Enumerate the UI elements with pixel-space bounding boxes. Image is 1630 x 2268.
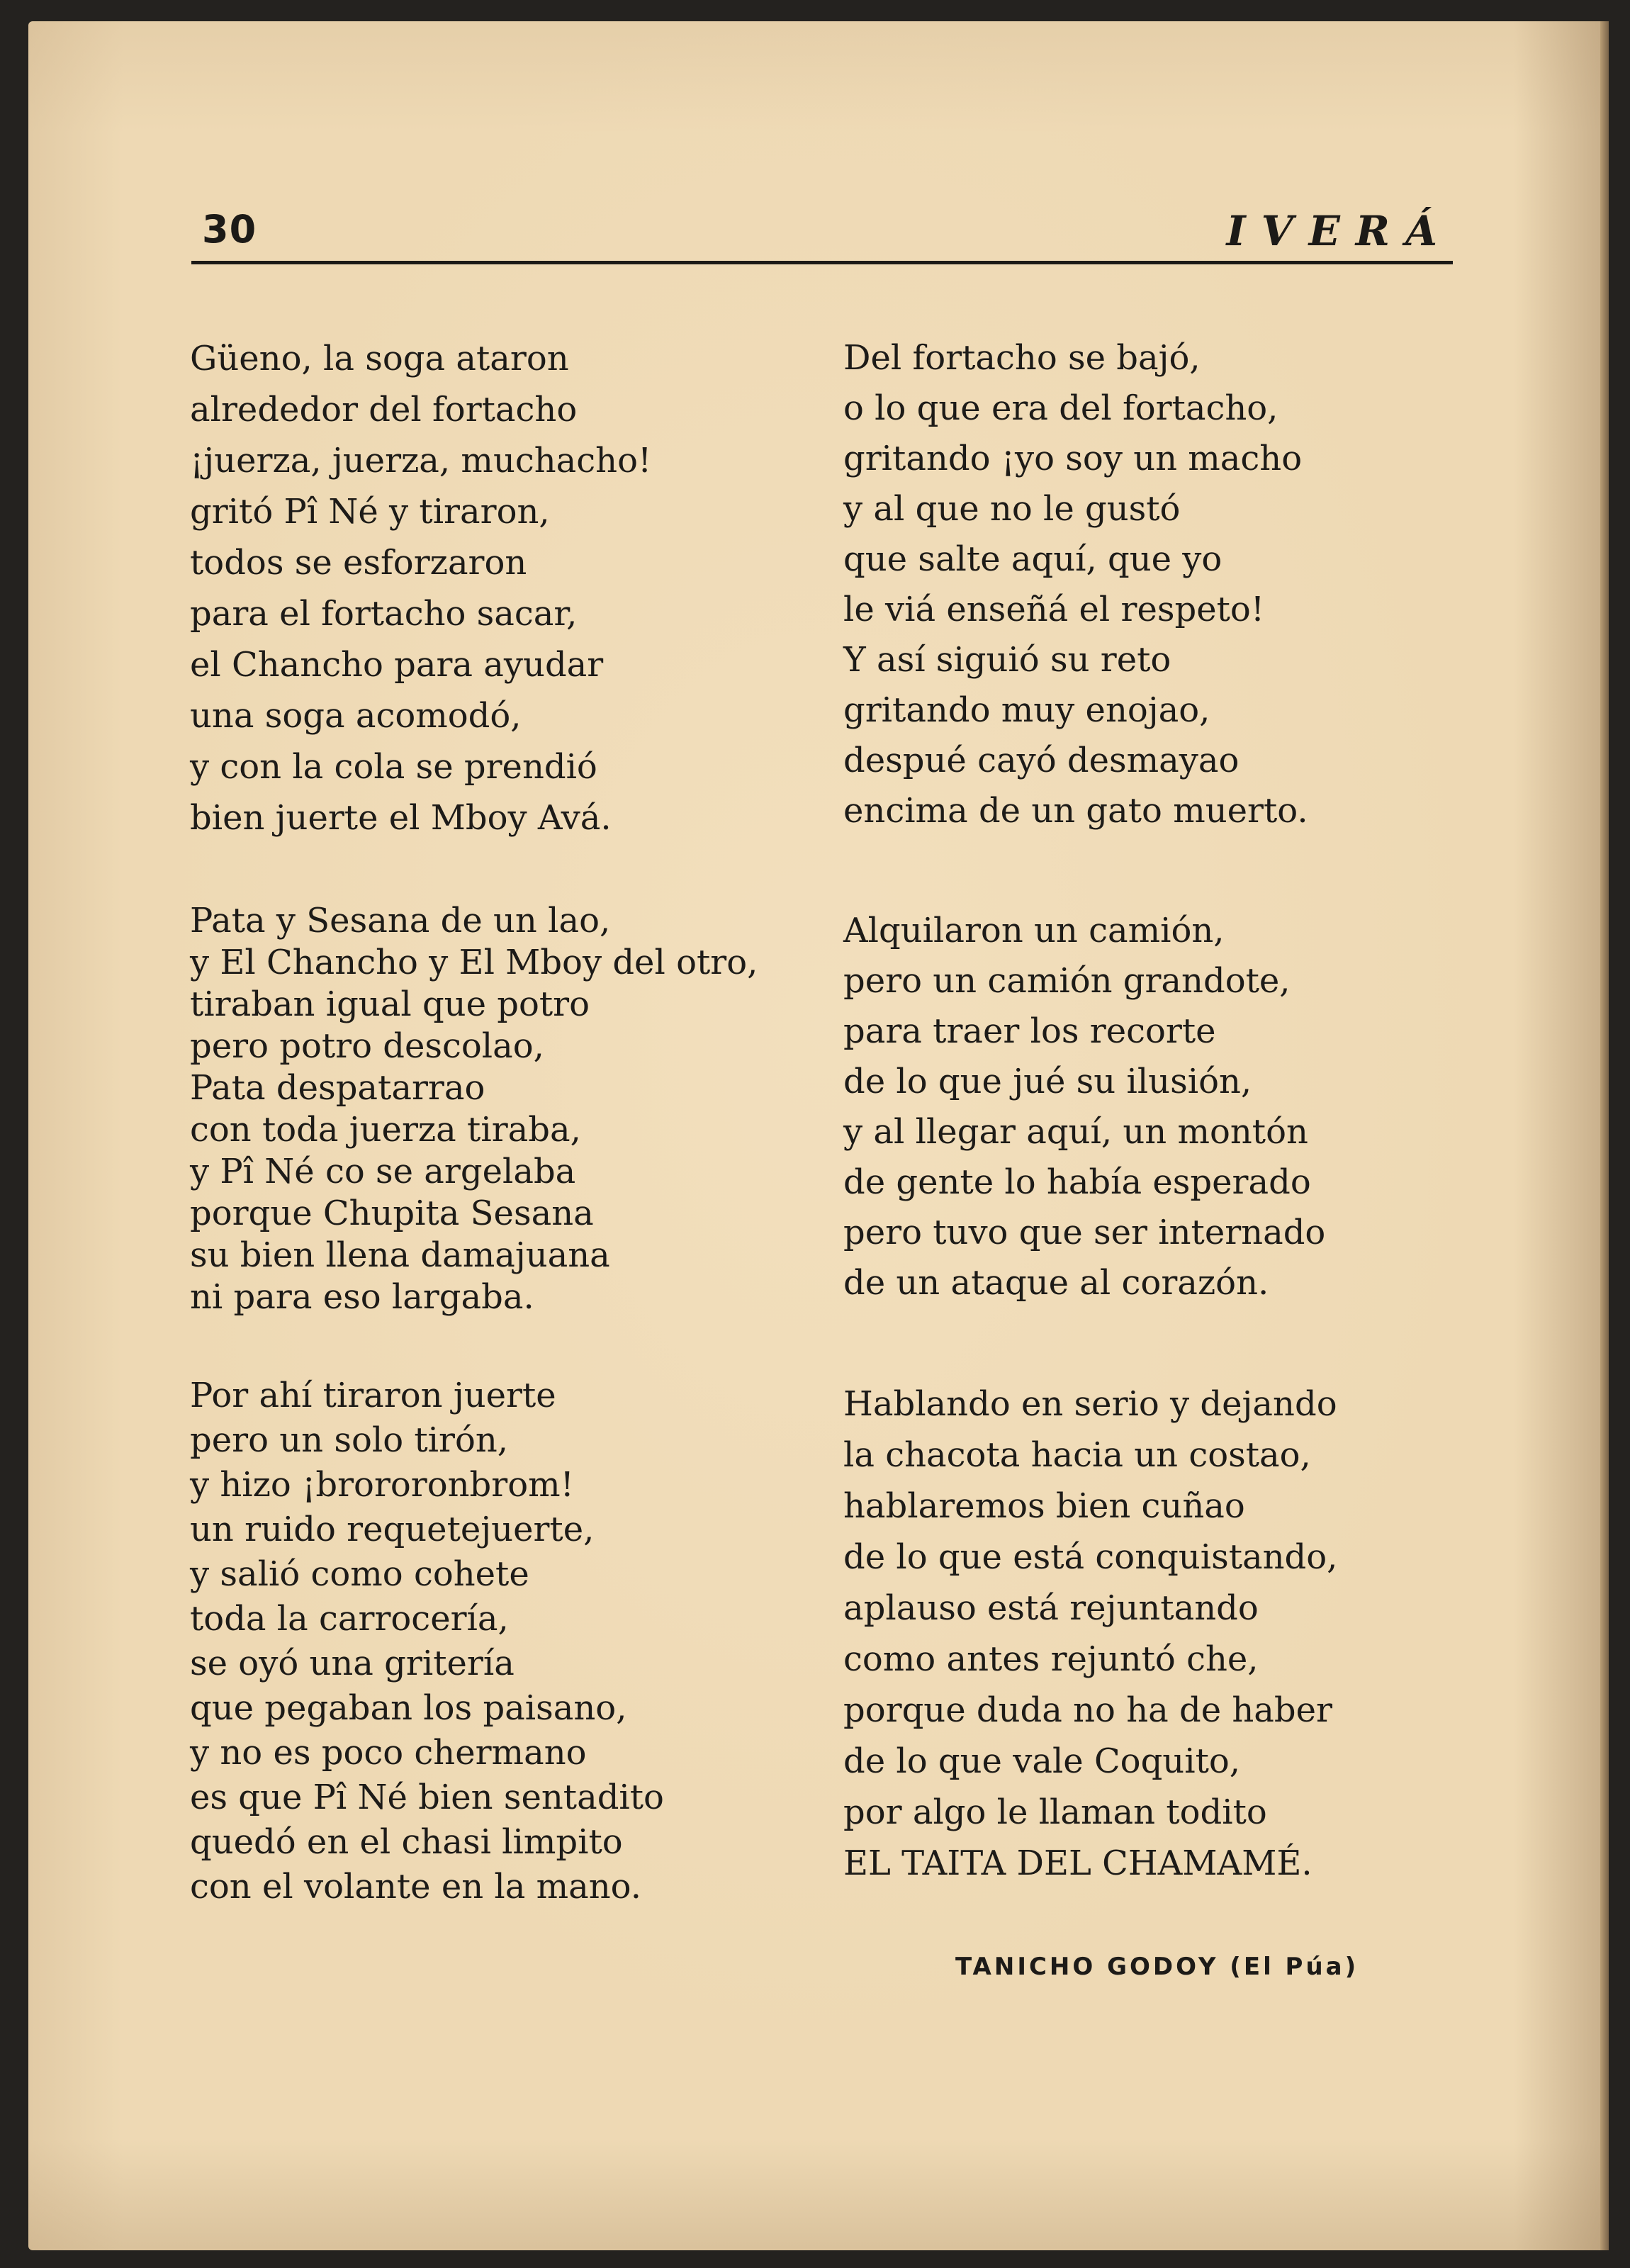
page-edge [1600,21,1609,2250]
verse-line: toda la carrocería, [190,1599,509,1639]
verse-line: Por ahí tiraron juerte [190,1376,556,1415]
verse-line: y Pî Né co se argelaba [190,1152,576,1191]
verse-line: bien juerte el Mboy Avá. [190,798,612,838]
verse-line: de lo que jué su ilusión, [843,1062,1252,1101]
stanza-left-3 [190,1374,664,1909]
verse-line: gritó Pî Né y tiraron, [190,492,550,532]
verse-line: y no es poco chermano [190,1733,587,1773]
verse-line: gritando ¡yo soy un macho [843,439,1303,478]
verse-line: Del fortacho se bajó, [843,338,1201,378]
verse-line: con toda juerza tiraba, [190,1110,581,1150]
verse-line: EL TAITA DEL CHAMAMÉ. [843,1843,1313,1883]
header-rule [191,261,1453,264]
running-title: IVERÁ [1226,207,1453,255]
verse-line: aplauso está rejuntando [843,1588,1259,1628]
verse-line: Alquilaron un camión, [843,911,1225,950]
verse-line: encima de un gato muerto. [843,791,1308,831]
verse-line: y al que no le gustó [843,489,1181,529]
verse-line: ¡juerza, juerza, muchacho! [190,441,652,481]
verse-line: y El Chancho y El Mboy del otro, [190,943,758,982]
verse-line: quedó en el chasi limpito [190,1822,623,1862]
stanza-left-2 [190,900,758,1318]
verse-line: despué cayó desmayao [843,741,1240,780]
verse-line: de lo que vale Coquito, [843,1741,1241,1781]
verse-line: pero potro descolao, [190,1026,544,1066]
verse-line: de gente lo había esperado [843,1162,1311,1202]
verse-line: con el volante en la mano. [190,1867,641,1907]
verse-line: gritando muy enojao, [843,690,1210,730]
verse-line: de un ataque al corazón. [843,1263,1269,1303]
verse-line: Pata despatarrao [190,1068,485,1108]
verse-line: porque duda no ha de haber [843,1690,1332,1730]
verse-line: por algo le llaman todito [843,1792,1267,1832]
verse-line: porque Chupita Sesana [190,1194,594,1233]
verse-line: alrededor del fortacho [190,390,578,430]
verse-line: hablaremos bien cuñao [843,1486,1245,1526]
verse-line: Güeno, la soga ataron [190,339,569,378]
page-header [191,207,1453,264]
verse-line: y salió como cohete [190,1554,529,1594]
verse-line: y con la cola se prendió [190,747,597,787]
stanza-right-3 [843,1379,1337,1889]
verse-line: Hablando en serio y dejando [843,1384,1337,1424]
page-number: 30 [202,207,257,252]
verse-line: Y así siguió su reto [843,640,1171,680]
verse-line: como antes rejuntó che, [843,1639,1259,1679]
verse-line: el Chancho para ayudar [190,645,604,685]
stanza-right-2 [843,906,1325,1308]
verse-line: que salte aquí, que yo [843,539,1222,579]
stanza-right-1 [843,333,1308,836]
verse-line: un ruido requetejuerte, [190,1510,595,1549]
verse-line: que pegaban los paisano, [190,1688,627,1728]
verse-line: es que Pî Né bien sentadito [190,1778,664,1817]
verse-line: una soga acomodó, [190,696,522,736]
verse-line: pero un camión grandote, [843,961,1291,1001]
verse-line: y al llegar aquí, un montón [843,1112,1308,1152]
verse-line: ni para eso largaba. [190,1277,534,1317]
verse-line: pero un solo tirón, [190,1420,509,1460]
verse-line: de lo que está conquistando, [843,1537,1338,1577]
verse-line: pero tuvo que ser internado [843,1213,1326,1252]
verse-line: se oyó una gritería [190,1644,515,1683]
verse-line: su bien llena damajuana [190,1235,610,1275]
verse-line: o lo que era del fortacho, [843,388,1278,428]
verse-line: y hizo ¡brororonbrom! [190,1465,574,1505]
verse-line: le viá enseñá el respeto! [843,590,1265,629]
verse-line: Pata y Sesana de un lao, [190,901,611,941]
author-signature: TANICHO GODOY (El Púa) [955,1953,1359,1981]
verse-line: tiraban igual que potro [190,984,590,1024]
stanza-left-1 [190,333,651,843]
verse-line: la chacota hacia un costao, [843,1435,1311,1475]
verse-line: para el fortacho sacar, [190,594,578,634]
verse-line: todos se esforzaron [190,543,527,583]
verse-line: para traer los recorte [843,1011,1216,1051]
